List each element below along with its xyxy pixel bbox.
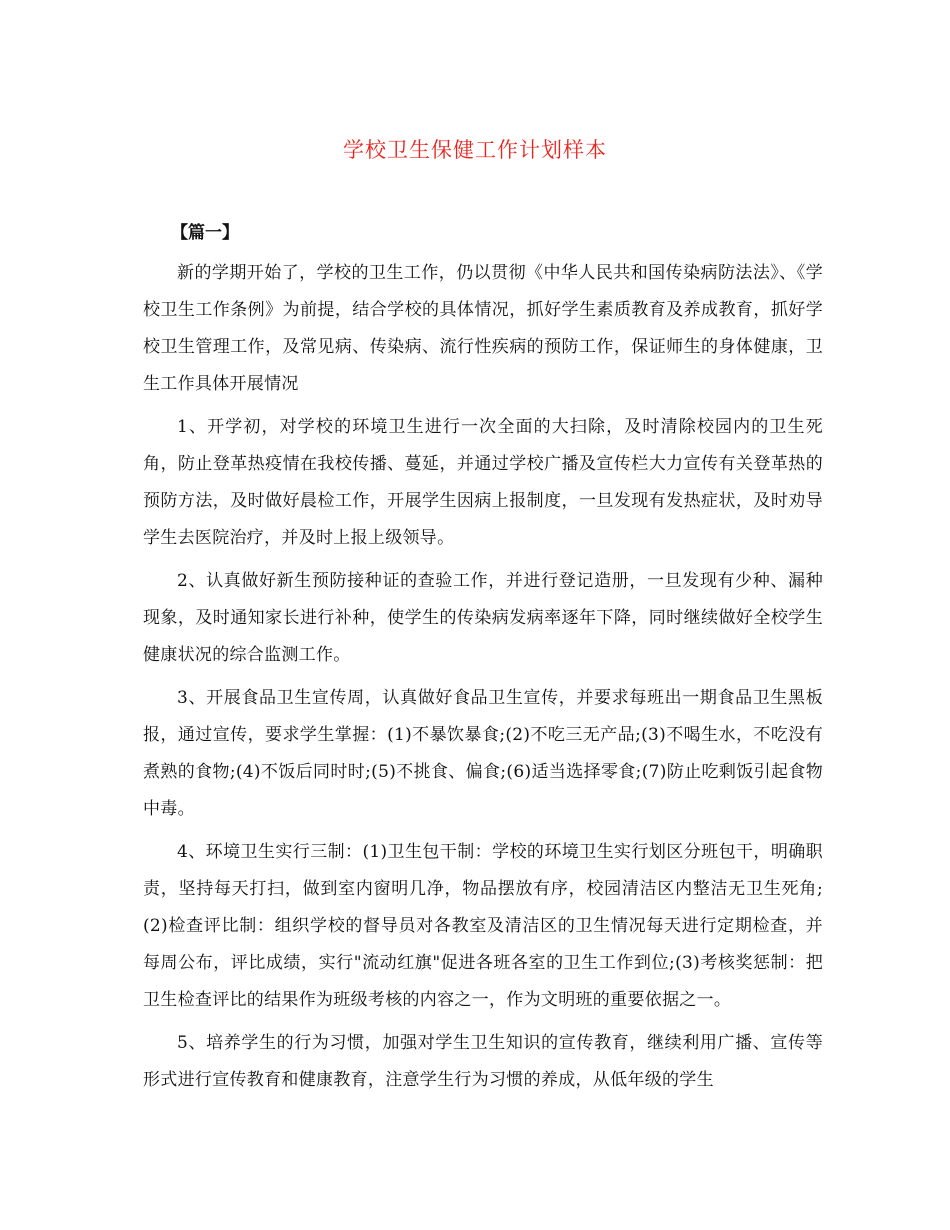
document-body	[143, 255, 823, 1099]
paragraph-item-2: 2、认真做好新生预防接种证的查验工作，并进行登记造册，一旦发现有少种、漏种现象，及时通知家长进行补种，使学生的传染病发病率逐年下降，同时继续做好全校学生健康状况的综合监测工作。	[143, 571, 823, 665]
paragraph-item-4: 4、环境卫生实行三制：(1)卫生包干制：学校的环境卫生实行划区分班包干，明确职责，坚持每天打扫，做到室内窗明几净，物品摆放有序，校园清洁区内整洁无卫生死角;(2)检查评比制：组织学校的督导员对各教室及清洁区的卫生情况每天进行定期检查，并每周公布，评比成绩，实行"流动红旗"促进各班各室的卫生工作到位;(3)考核奖惩制：把卫生检查评比的结果作为班级考核的内容之一，作为文明班的重要依据之一。	[143, 842, 823, 1010]
section-label: 【篇一】	[171, 223, 239, 243]
paragraph-item-5: 5、培养学生的行为习惯，加强对学生卫生知识的宣传教育，继续利用广播、宣传等形式进行宣传教育和健康教育，注意学生行为习惯的养成，从低年级的学生	[143, 1033, 823, 1090]
paragraph-intro: 新的学期开始了，学校的卫生工作，仍以贯彻《中华人民共和国传染病防法法》、《学校卫生工作条例》为前提，结合学校的具体情况，抓好学生素质教育及养成教育，抓好学校卫生管理工作，及常见病、传染病、流行性疾病的预防工作，保证师生的身体健康，卫生工作具体开展情况	[143, 263, 823, 394]
document-title: 学校卫生保健工作计划样本	[343, 138, 607, 162]
paragraph-item-3: 3、开展食品卫生宣传周，认真做好食品卫生宣传，并要求每班出一期食品卫生黑板报，通过宣传，要求学生掌握：(1)不暴饮暴食;(2)不吃三无产品;(3)不喝生水，不吃没有煮熟的食物;(4)不饭后同时时;(5)不挑食、偏食;(6)适当选择零食;(7)防止吃剩饭引起食物中毒。	[143, 688, 823, 819]
paragraph-item-1: 1、开学初，对学校的环境卫生进行一次全面的大扫除，及时清除校园内的卫生死角，防止登革热疫情在我校传播、蔓延，并通过学校广播及宣传栏大力宣传有关登革热的预防方法，及时做好晨检工作，开展学生因病上报制度，一旦发现有发热症状，及时劝导学生去医院治疗，并及时上报上级领导。	[143, 417, 823, 548]
